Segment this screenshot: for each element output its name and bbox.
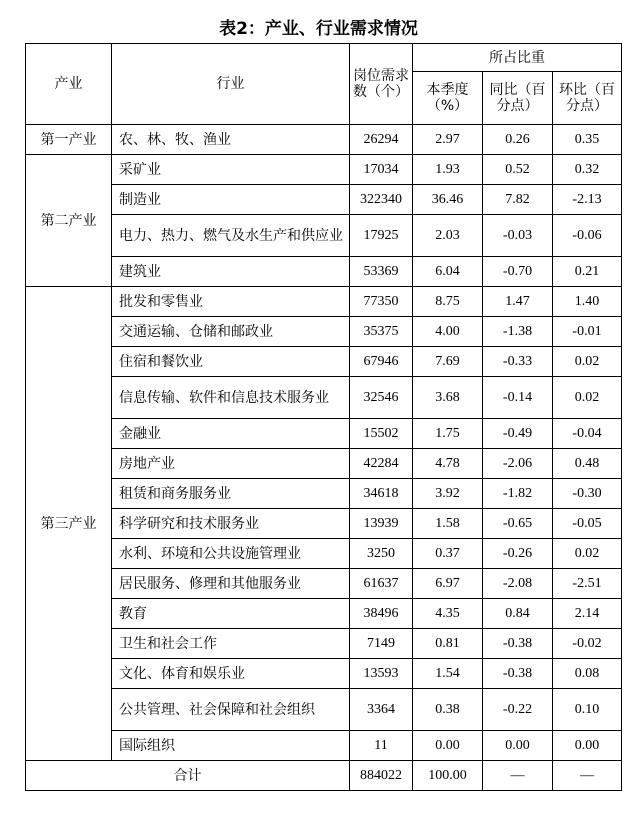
table-row (26, 629, 622, 659)
industry-demand-table (25, 43, 622, 791)
industry-cell: 批发和零售业 (112, 287, 350, 317)
yoy-cell: -0.26 (483, 539, 553, 569)
current-cell: 3.92 (413, 479, 483, 509)
yoy-cell: 7.82 (483, 185, 553, 215)
industry-cell: 教育 (112, 599, 350, 629)
table-row (26, 539, 622, 569)
current-cell: 2.97 (413, 125, 483, 155)
industry-cell: 居民服务、修理和其他服务业 (112, 569, 350, 599)
qoq-cell: 0.02 (553, 539, 622, 569)
demand-cell: 17925 (350, 215, 413, 257)
industry-cell: 农、林、牧、渔业 (112, 125, 350, 155)
demand-cell: 53369 (350, 257, 413, 287)
demand-cell: 77350 (350, 287, 413, 317)
industry-cell: 卫生和社会工作 (112, 629, 350, 659)
demand-cell: 38496 (350, 599, 413, 629)
qoq-cell: 2.14 (553, 599, 622, 629)
demand-cell: 7149 (350, 629, 413, 659)
table-row (26, 449, 622, 479)
current-cell: 4.35 (413, 599, 483, 629)
header-industry: 行业 (112, 44, 350, 125)
total-qoq: — (553, 761, 622, 791)
current-cell: 1.54 (413, 659, 483, 689)
demand-cell: 42284 (350, 449, 413, 479)
demand-cell: 35375 (350, 317, 413, 347)
qoq-cell: -2.51 (553, 569, 622, 599)
yoy-cell: 0.84 (483, 599, 553, 629)
demand-cell: 13593 (350, 659, 413, 689)
demand-cell: 34618 (350, 479, 413, 509)
total-demand: 884022 (350, 761, 413, 791)
qoq-cell: -2.13 (553, 185, 622, 215)
header-yoy: 同比（百分点） (483, 72, 553, 125)
qoq-cell: 1.40 (553, 287, 622, 317)
current-cell: 1.58 (413, 509, 483, 539)
industry-cell: 文化、体育和娱乐业 (112, 659, 350, 689)
current-cell: 4.78 (413, 449, 483, 479)
qoq-cell: 0.02 (553, 377, 622, 419)
table-row (26, 185, 622, 215)
industry-cell: 住宿和餐饮业 (112, 347, 350, 377)
table-row (26, 257, 622, 287)
yoy-cell: -0.65 (483, 509, 553, 539)
demand-cell: 11 (350, 731, 413, 761)
yoy-cell: -0.03 (483, 215, 553, 257)
table-title: 表2：产业、行业需求情况 (219, 19, 418, 39)
sector-cell: 第一产业 (26, 125, 112, 155)
table-row (26, 731, 622, 761)
header-qoq: 环比（百分点） (553, 72, 622, 125)
qoq-cell: 0.32 (553, 155, 622, 185)
total-label: 合计 (26, 761, 350, 791)
yoy-cell: 0.00 (483, 731, 553, 761)
yoy-cell: -0.14 (483, 377, 553, 419)
current-cell: 2.03 (413, 215, 483, 257)
total-row (26, 761, 622, 791)
yoy-cell: -1.38 (483, 317, 553, 347)
demand-cell: 15502 (350, 419, 413, 449)
yoy-cell: -2.08 (483, 569, 553, 599)
demand-cell: 26294 (350, 125, 413, 155)
current-cell: 3.68 (413, 377, 483, 419)
yoy-cell: -0.70 (483, 257, 553, 287)
current-cell: 0.00 (413, 731, 483, 761)
demand-cell: 13939 (350, 509, 413, 539)
industry-cell: 采矿业 (112, 155, 350, 185)
current-cell: 1.93 (413, 155, 483, 185)
demand-cell: 61637 (350, 569, 413, 599)
current-cell: 0.81 (413, 629, 483, 659)
qoq-cell: 0.02 (553, 347, 622, 377)
table-row (26, 569, 622, 599)
industry-cell: 制造业 (112, 185, 350, 215)
table-row (26, 215, 622, 257)
total-current: 100.00 (413, 761, 483, 791)
demand-cell: 322340 (350, 185, 413, 215)
industry-cell: 金融业 (112, 419, 350, 449)
qoq-cell: 0.21 (553, 257, 622, 287)
total-yoy: — (483, 761, 553, 791)
table-row (26, 419, 622, 449)
table-row (26, 155, 622, 185)
qoq-cell: -0.04 (553, 419, 622, 449)
current-cell: 0.38 (413, 689, 483, 731)
yoy-cell: -0.38 (483, 629, 553, 659)
header-share-group: 所占比重 (413, 44, 622, 72)
industry-cell: 信息传输、软件和信息技术服务业 (112, 377, 350, 419)
qoq-cell: 0.35 (553, 125, 622, 155)
table-row (26, 599, 622, 629)
industry-cell: 科学研究和技术服务业 (112, 509, 350, 539)
qoq-cell: 0.48 (553, 449, 622, 479)
current-cell: 7.69 (413, 347, 483, 377)
demand-cell: 67946 (350, 347, 413, 377)
current-cell: 6.04 (413, 257, 483, 287)
industry-cell: 租赁和商务服务业 (112, 479, 350, 509)
industry-cell: 国际组织 (112, 731, 350, 761)
yoy-cell: -1.82 (483, 479, 553, 509)
current-cell: 36.46 (413, 185, 483, 215)
industry-cell: 公共管理、社会保障和社会组织 (112, 689, 350, 731)
qoq-cell: -0.30 (553, 479, 622, 509)
industry-cell: 建筑业 (112, 257, 350, 287)
sector-cell: 第三产业 (26, 287, 112, 761)
table-row (26, 317, 622, 347)
industry-cell: 房地产业 (112, 449, 350, 479)
qoq-cell: 0.08 (553, 659, 622, 689)
industry-cell: 电力、热力、燃气及水生产和供应业 (112, 215, 350, 257)
yoy-cell: 1.47 (483, 287, 553, 317)
table-row (26, 287, 622, 317)
current-cell: 8.75 (413, 287, 483, 317)
table-row (26, 659, 622, 689)
header-sector: 产业 (26, 44, 112, 125)
qoq-cell: -0.05 (553, 509, 622, 539)
qoq-cell: -0.01 (553, 317, 622, 347)
qoq-cell: 0.00 (553, 731, 622, 761)
header-current: 本季度（%） (413, 72, 483, 125)
table-row (26, 689, 622, 731)
current-cell: 1.75 (413, 419, 483, 449)
demand-cell: 3364 (350, 689, 413, 731)
yoy-cell: -0.38 (483, 659, 553, 689)
industry-cell: 水利、环境和公共设施管理业 (112, 539, 350, 569)
yoy-cell: 0.26 (483, 125, 553, 155)
current-cell: 4.00 (413, 317, 483, 347)
demand-cell: 17034 (350, 155, 413, 185)
industry-cell: 交通运输、仓储和邮政业 (112, 317, 350, 347)
yoy-cell: -2.06 (483, 449, 553, 479)
current-cell: 6.97 (413, 569, 483, 599)
table-row (26, 377, 622, 419)
table-row (26, 479, 622, 509)
demand-cell: 32546 (350, 377, 413, 419)
table-row (26, 125, 622, 155)
current-cell: 0.37 (413, 539, 483, 569)
yoy-cell: -0.49 (483, 419, 553, 449)
demand-cell: 3250 (350, 539, 413, 569)
yoy-cell: -0.33 (483, 347, 553, 377)
table-row (26, 509, 622, 539)
header-demand: 岗位需求数（个） (350, 44, 413, 125)
yoy-cell: -0.22 (483, 689, 553, 731)
qoq-cell: 0.10 (553, 689, 622, 731)
table-row (26, 347, 622, 377)
qoq-cell: -0.02 (553, 629, 622, 659)
qoq-cell: -0.06 (553, 215, 622, 257)
sector-cell: 第二产业 (26, 155, 112, 287)
yoy-cell: 0.52 (483, 155, 553, 185)
